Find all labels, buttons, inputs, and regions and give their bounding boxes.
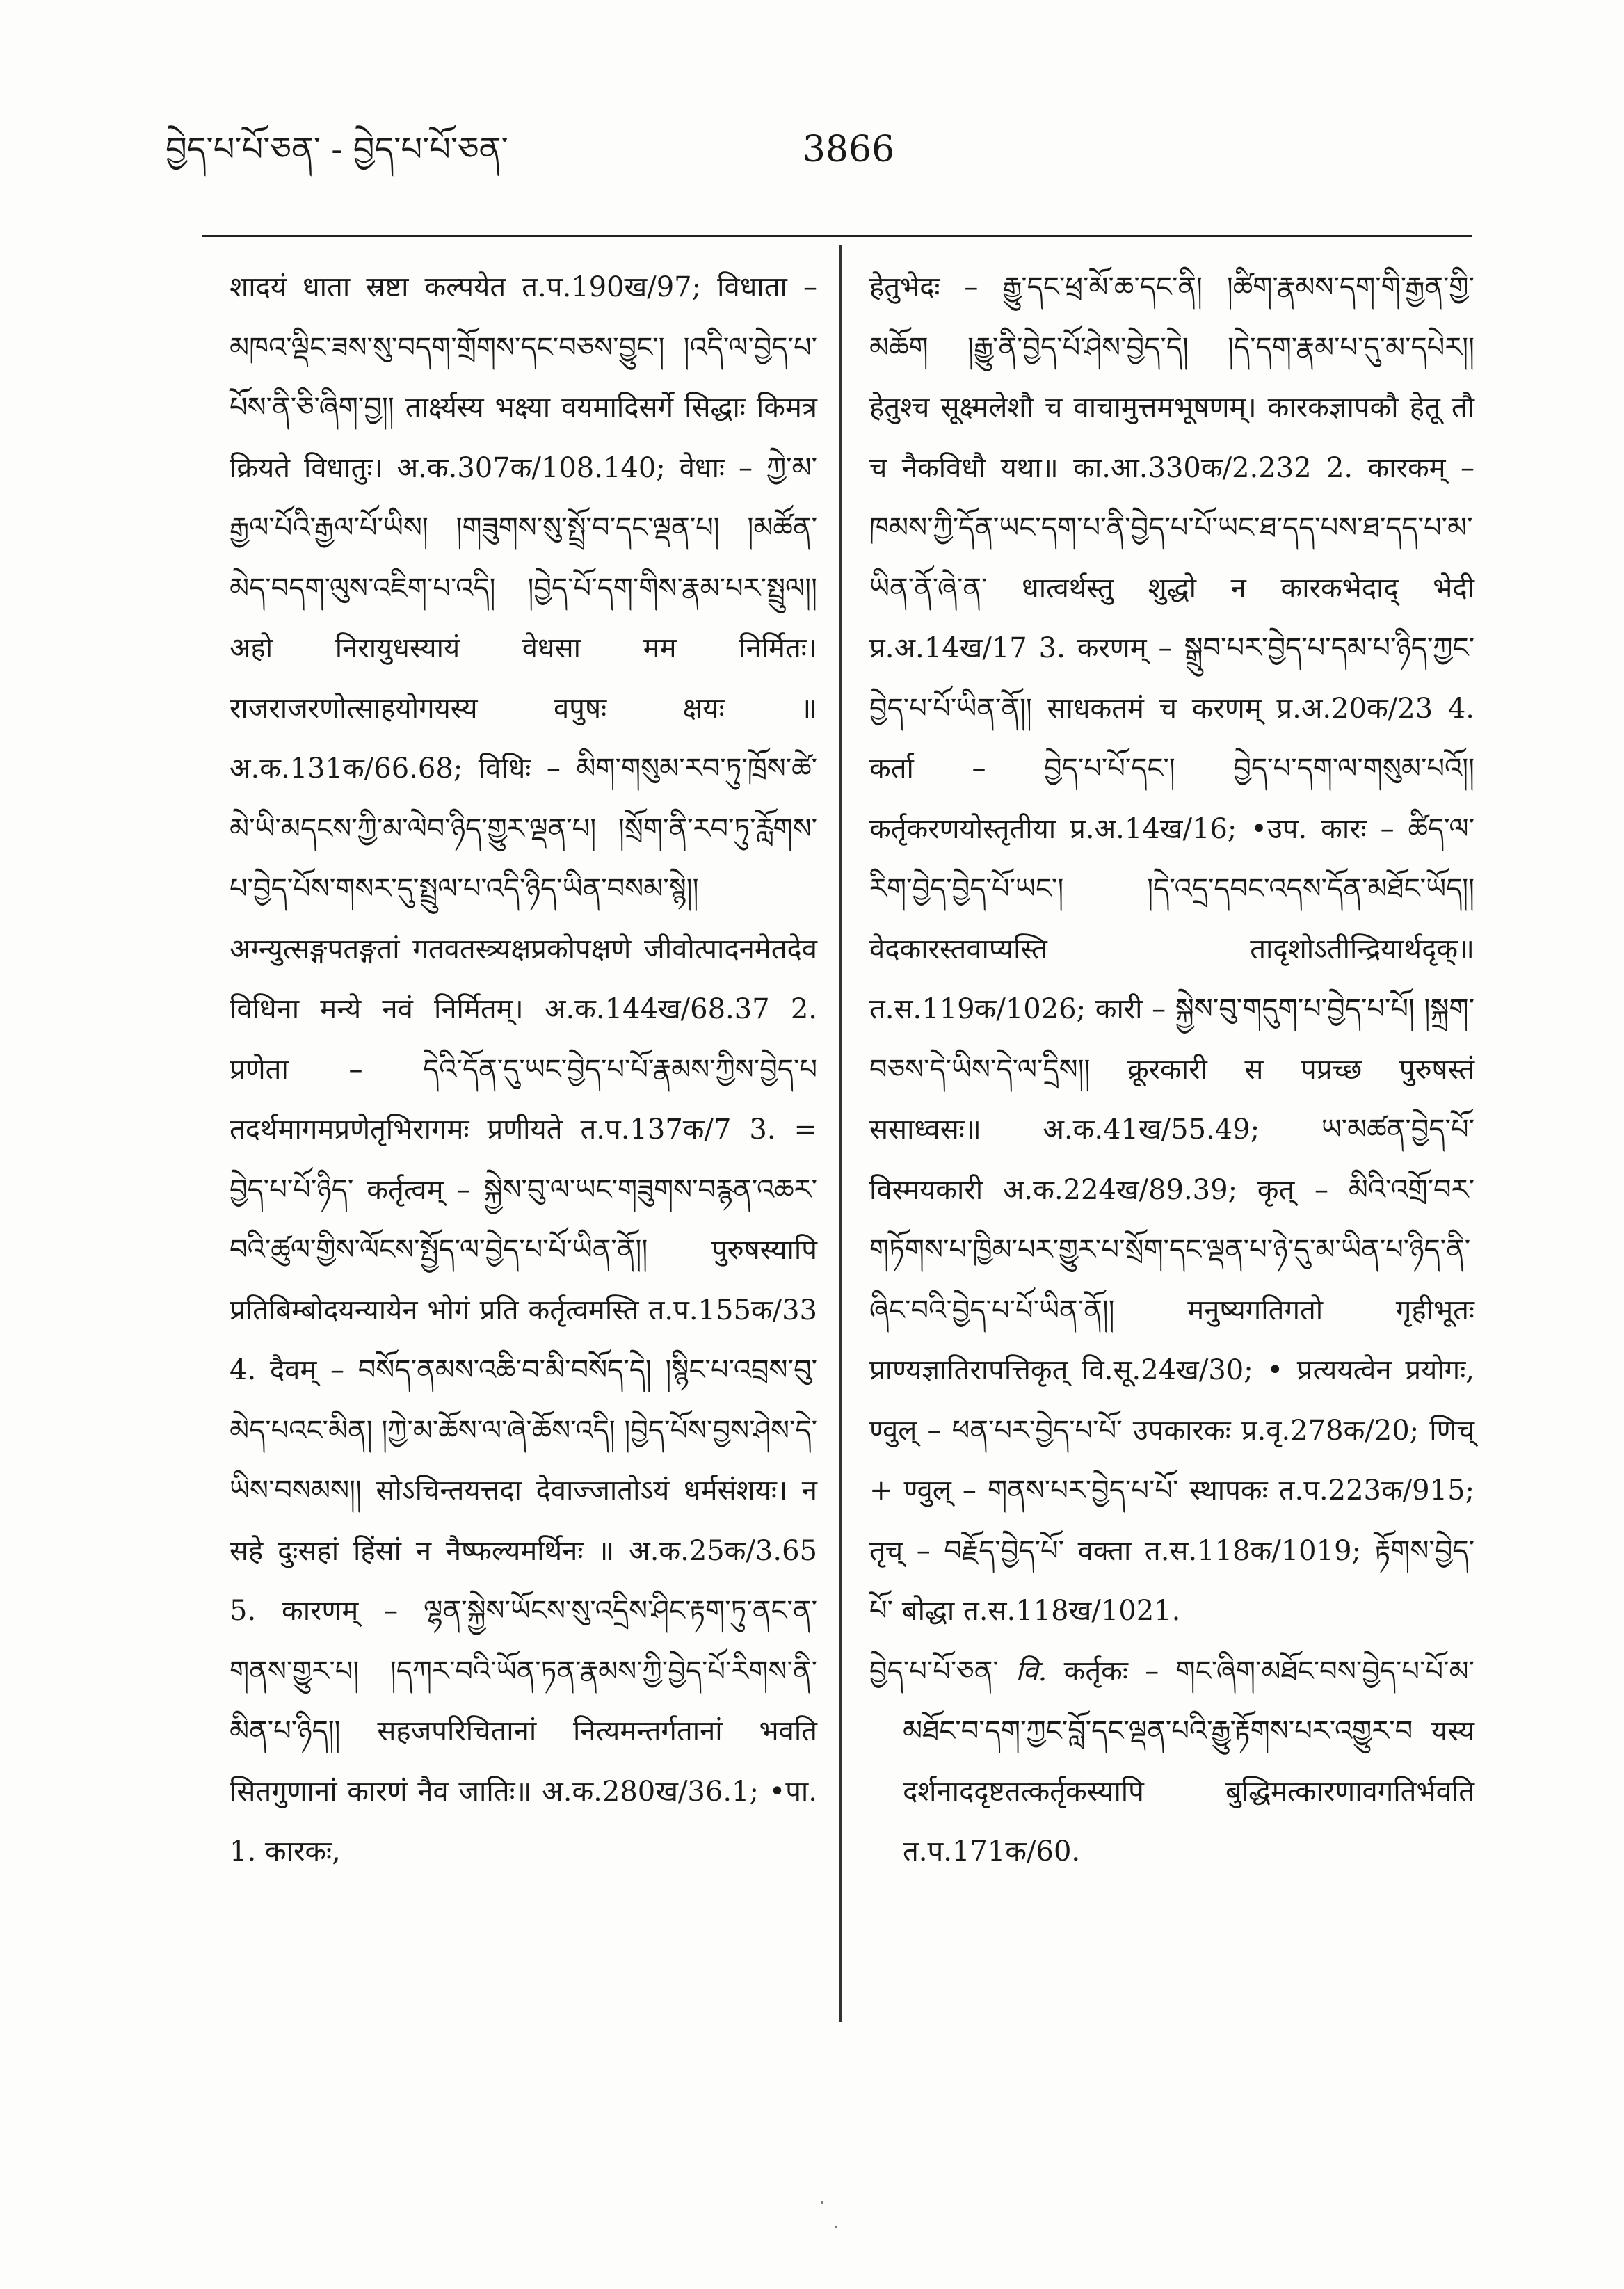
- page-number: 3866: [802, 129, 895, 170]
- header-rule: [202, 235, 1472, 237]
- right-column-text: हेतुभेदः – རྒྱུ་དང་ཕྲ་མོ་ཆ་དང་ནི། །ཚིག་རྣམས་དག་གི་རྒྱན་གྱི་མཆོག །རྒྱུ་ནི་བྱེད་པོ་ཤེས་བྱེད་དེ། །དེ་དག་རྣམ་པ་དུ་མ་དཔེར།། हेतुश्च सूक्ष्मलेशौ च वाचामुत्तमभूषणम्। कारकज्ञापकौ हेतू तौ च नैकविधौ यथा॥ का.आ.330क/2.232 2. कारकम् – ཁམས་ཀྱི་དོན་ཡང་དག་པ་ནི་བྱེད་པ་པོ་ཡང་ཐ་དད་པས་ཐ་དད་པ་མ་ཡིན་ནོ་ཞེ་ན་ धात्वर्थस्तु शुद्धो न कारकभेदाद् भेदी प्र.अ.14ख/17 3. करणम् – སྒྲུབ་པར་བྱེད་པ་དམ་པ་ཉིད་ཀྱང་བྱེད་པ་པོ་ཡིན་ནོ།། साधकतमं च करणम् प्र.अ.20क/23 4. कर्ता – བྱེད་པ་པོ་དང་། བྱེད་པ་དག་ལ་གསུམ་པའོ།། कर्तृकरणयोस्तृतीया प्र.अ.14ख/16; •उप. कारः – ཚིད་ལ་རིག་བྱེད་བྱེད་པོ་ཡང་། །དེ་འདྲ་དབང་འདས་དོན་མཐོང་ཡོད།། वेदकारस्तवाप्यस्ति तादृशोऽतीन्द्रियार्थदृक्॥ त.स.119क/1026; कारी – སྐྱེས་བུ་གདུག་པ་བྱེད་པ་པོ། །སྐྲག་བཅས་དེ་ཡིས་དེ་ལ་དྲིས།། क्रूरकारी स पप्रच्छ पुरुषस्तं ससाध्वसः॥ अ.क.41ख/55.49; ཡ་མཚན་བྱེད་པོ་ विस्मयकारी अ.क.224ख/89.39; कृत् – མིའི་འགྲོ་བར་གཏོགས་པ་ཁྱིམ་པར་གྱུར་པ་སྲོག་དང་ལྡན་པ་ཉེ་དུ་མ་ཡིན་པ་ཉིད་ནི་ཞིང་བའི་བྱེད་པ་པོ་ཡིན་ནོ།། मनुष्यगतिगतो गृहीभूतः प्राण्यज्ञातिरापत्तिकृत् वि.सू.24ख/30; • प्रत्ययत्वेन प्रयोगः, ण्वुल् – ཕན་པར་བྱེད་པ་པོ་ उपकारकः प्र.वृ.278क/20; णिच् + ण्वुल् – གནས་པར་བྱེད་པ་པོ་ स्थापकः त.प.223क/915; तृच् – བརྗོད་བྱེད་པོ་ वक्ता त.स.118क/1019; རྟོགས་བྱེད་པོ་ बोद्धा त.स.118ख/1021.: [869, 271, 1474, 1627]
- dictionary-entry: [869, 1641, 1474, 1882]
- right-column: [869, 257, 1474, 1882]
- column-divider: [839, 245, 842, 2022]
- entry-definition: कर्तृकः – གང་ཞིག་མཐོང་བས་བྱེད་པ་པོ་མ་མཐོང་བ་དག་ཀྱང་བློ་དང་ལྡན་པའི་རྒྱུ་རྟོགས་པར་འགྱུར་བ यस्य दर्शनाददृष्टतत्कर्तृकस्यापि बुद्धिमत्कारणावगतिर्भवति त.प.171क/60.: [903, 1655, 1474, 1868]
- scan-speck: [835, 2226, 837, 2228]
- scan-speck: [821, 2201, 823, 2204]
- left-column-text: शादयं धाता स्रष्टा कल्पयेत त.प.190ख/97; विधाता – མཁའ་ལྡིང་ཟས་སུ་བདག་གྲོགས་དང་བཅས་བྱུང་། །འདི་ལ་བྱེད་པ་པོས་ནི་ཅི་ཞིག་བྱ།། तार्क्ष्यस्य भक्ष्या वयमादिसर्गे सिद्धाः किमत्र क्रियते विधातुः। अ.क.307क/108.140; वेधाः – ཀྱེ་མ་རྒྱལ་པོའི་རྒྱལ་པོ་ཡིས། །གཟུགས་སུ་སྤྲོ་བ་དང་ལྡན་པ། །མཚོན་མེད་བདག་ལུས་འཇིག་པ་འདི། །བྱེད་པོ་དག་གིས་རྣམ་པར་སྤྲུལ།། अहो निरायुधस्यायं वेधसा मम निर्मितः। राजराजरणोत्साहयोगयस्य वपुषः क्षयः ॥ अ.क.131क/66.68; विधिः – མིག་གསུམ་རབ་ཏུ་ཁྲོས་ཚེ་མེ་ཡི་མདངས་ཀྱི་མ་ལེབ་ཉིད་གྱུར་ལྡན་པ། །སྲོག་ནི་རབ་ཏུ་རློགས་པ་བྱེད་པོས་གསར་དུ་སྤྲུལ་པ་འདི་ཉིད་ཡིན་བསམ་སྙེ།། अग्न्युत्सङ्गपतङ्गतां गतवतस्त्र्यक्षप्रकोपक्षणे जीवोत्पादनमेतदेव विधिना मन्ये नवं निर्मितम्। अ.क.144ख/68.37 2. प्रणेता – དེའི་དོན་དུ་ཡང་བྱེད་པ་པོ་རྣམས་ཀྱིས་བྱེད་པ तदर्थमागमप्रणेतृभिरागमः प्रणीयते त.प.137क/7 3. = བྱེད་པ་པོ་ཉིད་ कर्तृत्वम् – སྐྱེས་བུ་ལ་ཡང་གཟུགས་བརྙན་འཆར་བའི་ཚུལ་གྱིས་ལོངས་སྤྱོད་ལ་བྱེད་པ་པོ་ཡིན་ནོ།། पुरुषस्यापि प्रतिबिम्बोदयन्यायेन भोगं प्रति कर्तृत्वमस्ति त.प.155क/33 4. दैवम् – བསོད་ནམས་འཆི་བ་མི་བསོད་དེ། །སྙིང་པ་འབྲས་བུ་མེད་པའང་མིན། །ཀྱེ་མ་ཆོས་ལ་ཞེ་ཆོས་འདི། །བྱེད་པོས་བྱས་ཤེས་དེ་ཡིས་བསམས།། सोऽचिन्तयत्तदा देवाज्जातोऽयं धर्मसंशयः। न सहे दुःसहां हिंसां न नैष्फल्यमर्थिनः ॥ अ.क.25क/3.65 5. कारणम् – ལྷན་སྐྱེས་ཡོངས་སུ་འདྲིས་ཤིང་རྟག་ཏུ་ནང་ན་གནས་གྱུར་པ། །དཀར་བའི་ཡོན་ཏན་རྣམས་ཀྱི་བྱེད་པོ་རིགས་ནི་མིན་པ་ཉིད།། सहजपरिचितानां नित्यमन्तर्गतानां भवति सितगुणानां कारणं नैव जातिः॥ अ.क.280ख/36.1; •पा. 1. कारकः,: [230, 271, 817, 1868]
- entry-headword: བྱེད་པ་པོ་ཅན་: [869, 1655, 999, 1687]
- left-column: [230, 257, 817, 1882]
- entry-part-of-speech: वि.: [1015, 1655, 1047, 1687]
- running-head: བྱེད་པ་པོ་ཅན་ - བྱེད་པ་པོ་ཅན་: [166, 130, 508, 169]
